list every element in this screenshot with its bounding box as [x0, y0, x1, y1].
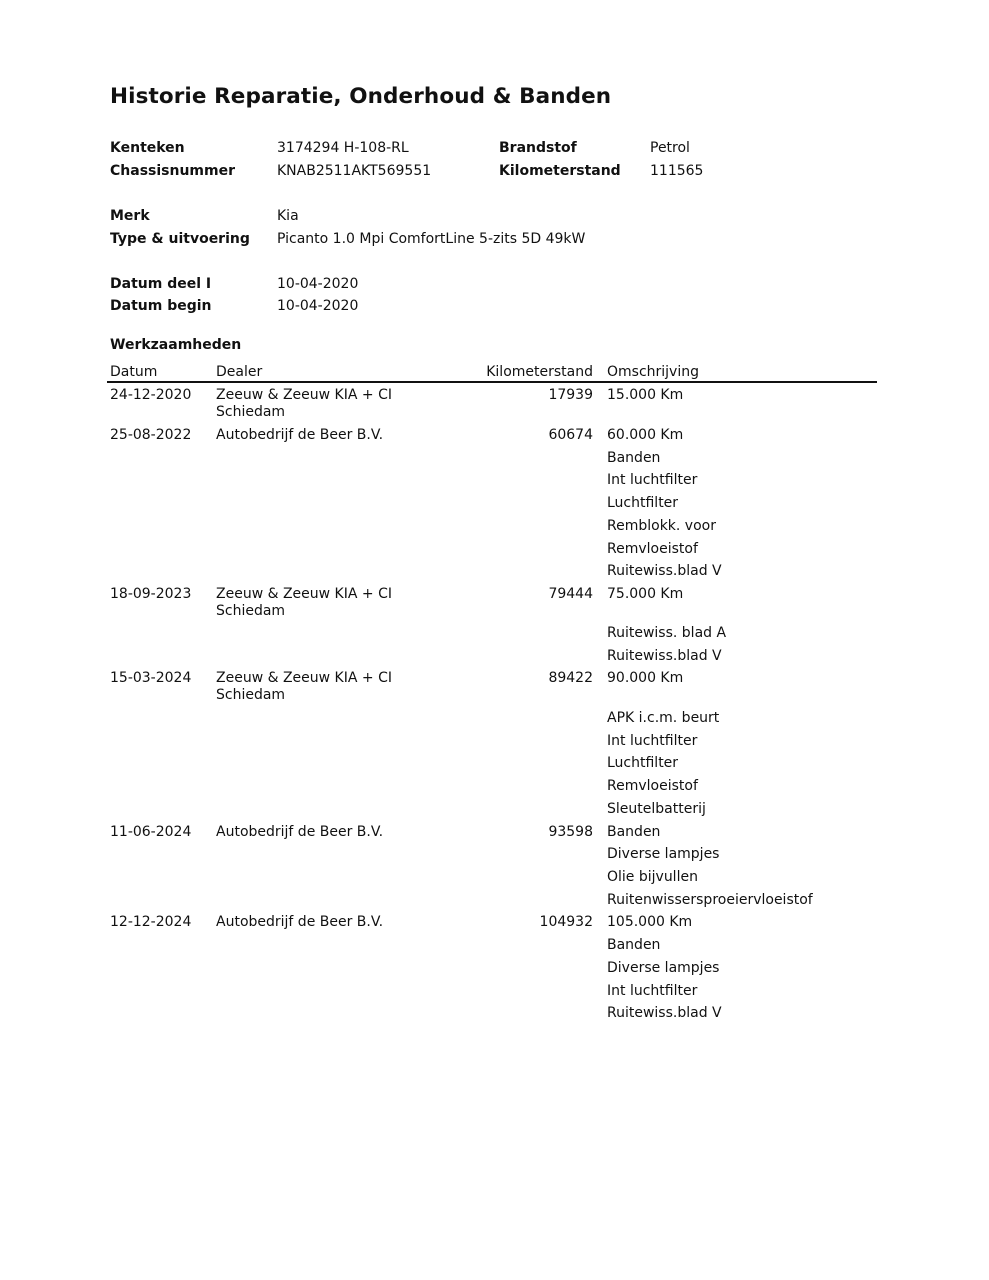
row-datum: 18-09-2023 [110, 586, 192, 602]
row-omschrijving-item: Diverse lampjes [607, 960, 720, 976]
row-omschrijving-item: Ruitenwissersproeiervloeistof [607, 892, 813, 908]
row-omschrijving-item: Ruitewiss.blad V [607, 648, 722, 664]
kilometerstand-label: Kilometerstand [499, 163, 621, 179]
row-kilometerstand: 60674 [548, 427, 593, 443]
row-dealer: Zeeuw & Zeeuw KIA + CI Schiedam [216, 586, 392, 619]
row-kilometerstand: 17939 [548, 387, 593, 403]
row-omschrijving-item: Luchtfilter [607, 495, 679, 511]
chassis-value: KNAB2511AKT569551 [277, 163, 432, 179]
row-datum: 12-12-2024 [110, 914, 192, 930]
merk-value: Kia [277, 208, 299, 224]
row-kilometerstand: 89422 [548, 670, 593, 686]
row-datum: 15-03-2024 [110, 670, 192, 686]
datum-begin-value: 10-04-2020 [277, 298, 359, 314]
row-dealer: Autobedrijf de Beer B.V. [216, 914, 384, 930]
brandstof-label: Brandstof [499, 140, 577, 156]
row-omschrijving-item: Diverse lampjes [607, 846, 720, 862]
row-kilometerstand: 93598 [548, 824, 593, 840]
row-omschrijving-item: Int luchtfilter [607, 472, 698, 488]
row-omschrijving-item: Banden [607, 937, 661, 953]
datum-deel-label: Datum deel I [110, 276, 212, 292]
datum-deel-value: 10-04-2020 [277, 276, 359, 292]
type-label: Type & uitvoering [110, 231, 250, 247]
row-dealer: Autobedrijf de Beer B.V. [216, 824, 384, 840]
merk-label: Merk [110, 208, 150, 224]
row-dealer: Zeeuw & Zeeuw KIA + CI Schiedam [216, 670, 392, 703]
row-omschrijving-item: Luchtfilter [607, 755, 679, 771]
brandstof-value: Petrol [650, 140, 690, 156]
type-value: Picanto 1.0 Mpi ComfortLine 5-zits 5D 49kW [277, 231, 586, 247]
row-omschrijving-item: Remvloeistof [607, 541, 698, 557]
row-omschrijving-item: Remblokk. voor [607, 518, 716, 534]
row-omschrijving-item: Int luchtfilter [607, 733, 698, 749]
row-datum: 24-12-2020 [110, 387, 192, 403]
datum-begin-label: Datum begin [110, 298, 212, 314]
column-header-omschrijving: Omschrijving [607, 364, 699, 380]
row-dealer: Autobedrijf de Beer B.V. [216, 427, 384, 443]
row-omschrijving-item: Ruitewiss. blad A [607, 625, 727, 641]
row-omschrijving-item: APK i.c.m. beurt [607, 710, 720, 726]
section-title-werkzaamheden: Werkzaamheden [110, 337, 242, 353]
chassis-label: Chassisnummer [110, 163, 235, 179]
row-omschrijving-item: Int luchtfilter [607, 983, 698, 999]
row-omschrijving-item: Sleutelbatterij [607, 801, 706, 817]
header-divider [107, 381, 877, 383]
row-dealer: Zeeuw & Zeeuw KIA + CI Schiedam [216, 387, 392, 420]
kilometerstand-value: 111565 [650, 163, 704, 179]
kenteken-value: 3174294 H-108-RL [277, 140, 409, 156]
row-kilometerstand: 104932 [539, 914, 593, 930]
row-omschrijving-item: Banden [607, 824, 661, 840]
row-omschrijving-item: Ruitewiss.blad V [607, 563, 722, 579]
column-header-kilometerstand: Kilometerstand [486, 364, 593, 380]
row-omschrijving-item: 75.000 Km [607, 586, 684, 602]
row-omschrijving-item: 15.000 Km [607, 387, 684, 403]
row-kilometerstand: 79444 [548, 586, 593, 602]
page-title: Historie Reparatie, Onderhoud & Banden [110, 84, 612, 109]
row-omschrijving-item: Olie bijvullen [607, 869, 698, 885]
kenteken-label: Kenteken [110, 140, 185, 156]
row-omschrijving-item: Ruitewiss.blad V [607, 1005, 722, 1021]
row-datum: 25-08-2022 [110, 427, 192, 443]
row-omschrijving-item: 105.000 Km [607, 914, 693, 930]
row-datum: 11-06-2024 [110, 824, 192, 840]
column-header-dealer: Dealer [216, 364, 263, 380]
column-header-datum: Datum [110, 364, 158, 380]
row-omschrijving-item: 60.000 Km [607, 427, 684, 443]
row-omschrijving-item: Remvloeistof [607, 778, 698, 794]
row-omschrijving-item: 90.000 Km [607, 670, 684, 686]
row-omschrijving-item: Banden [607, 450, 661, 466]
